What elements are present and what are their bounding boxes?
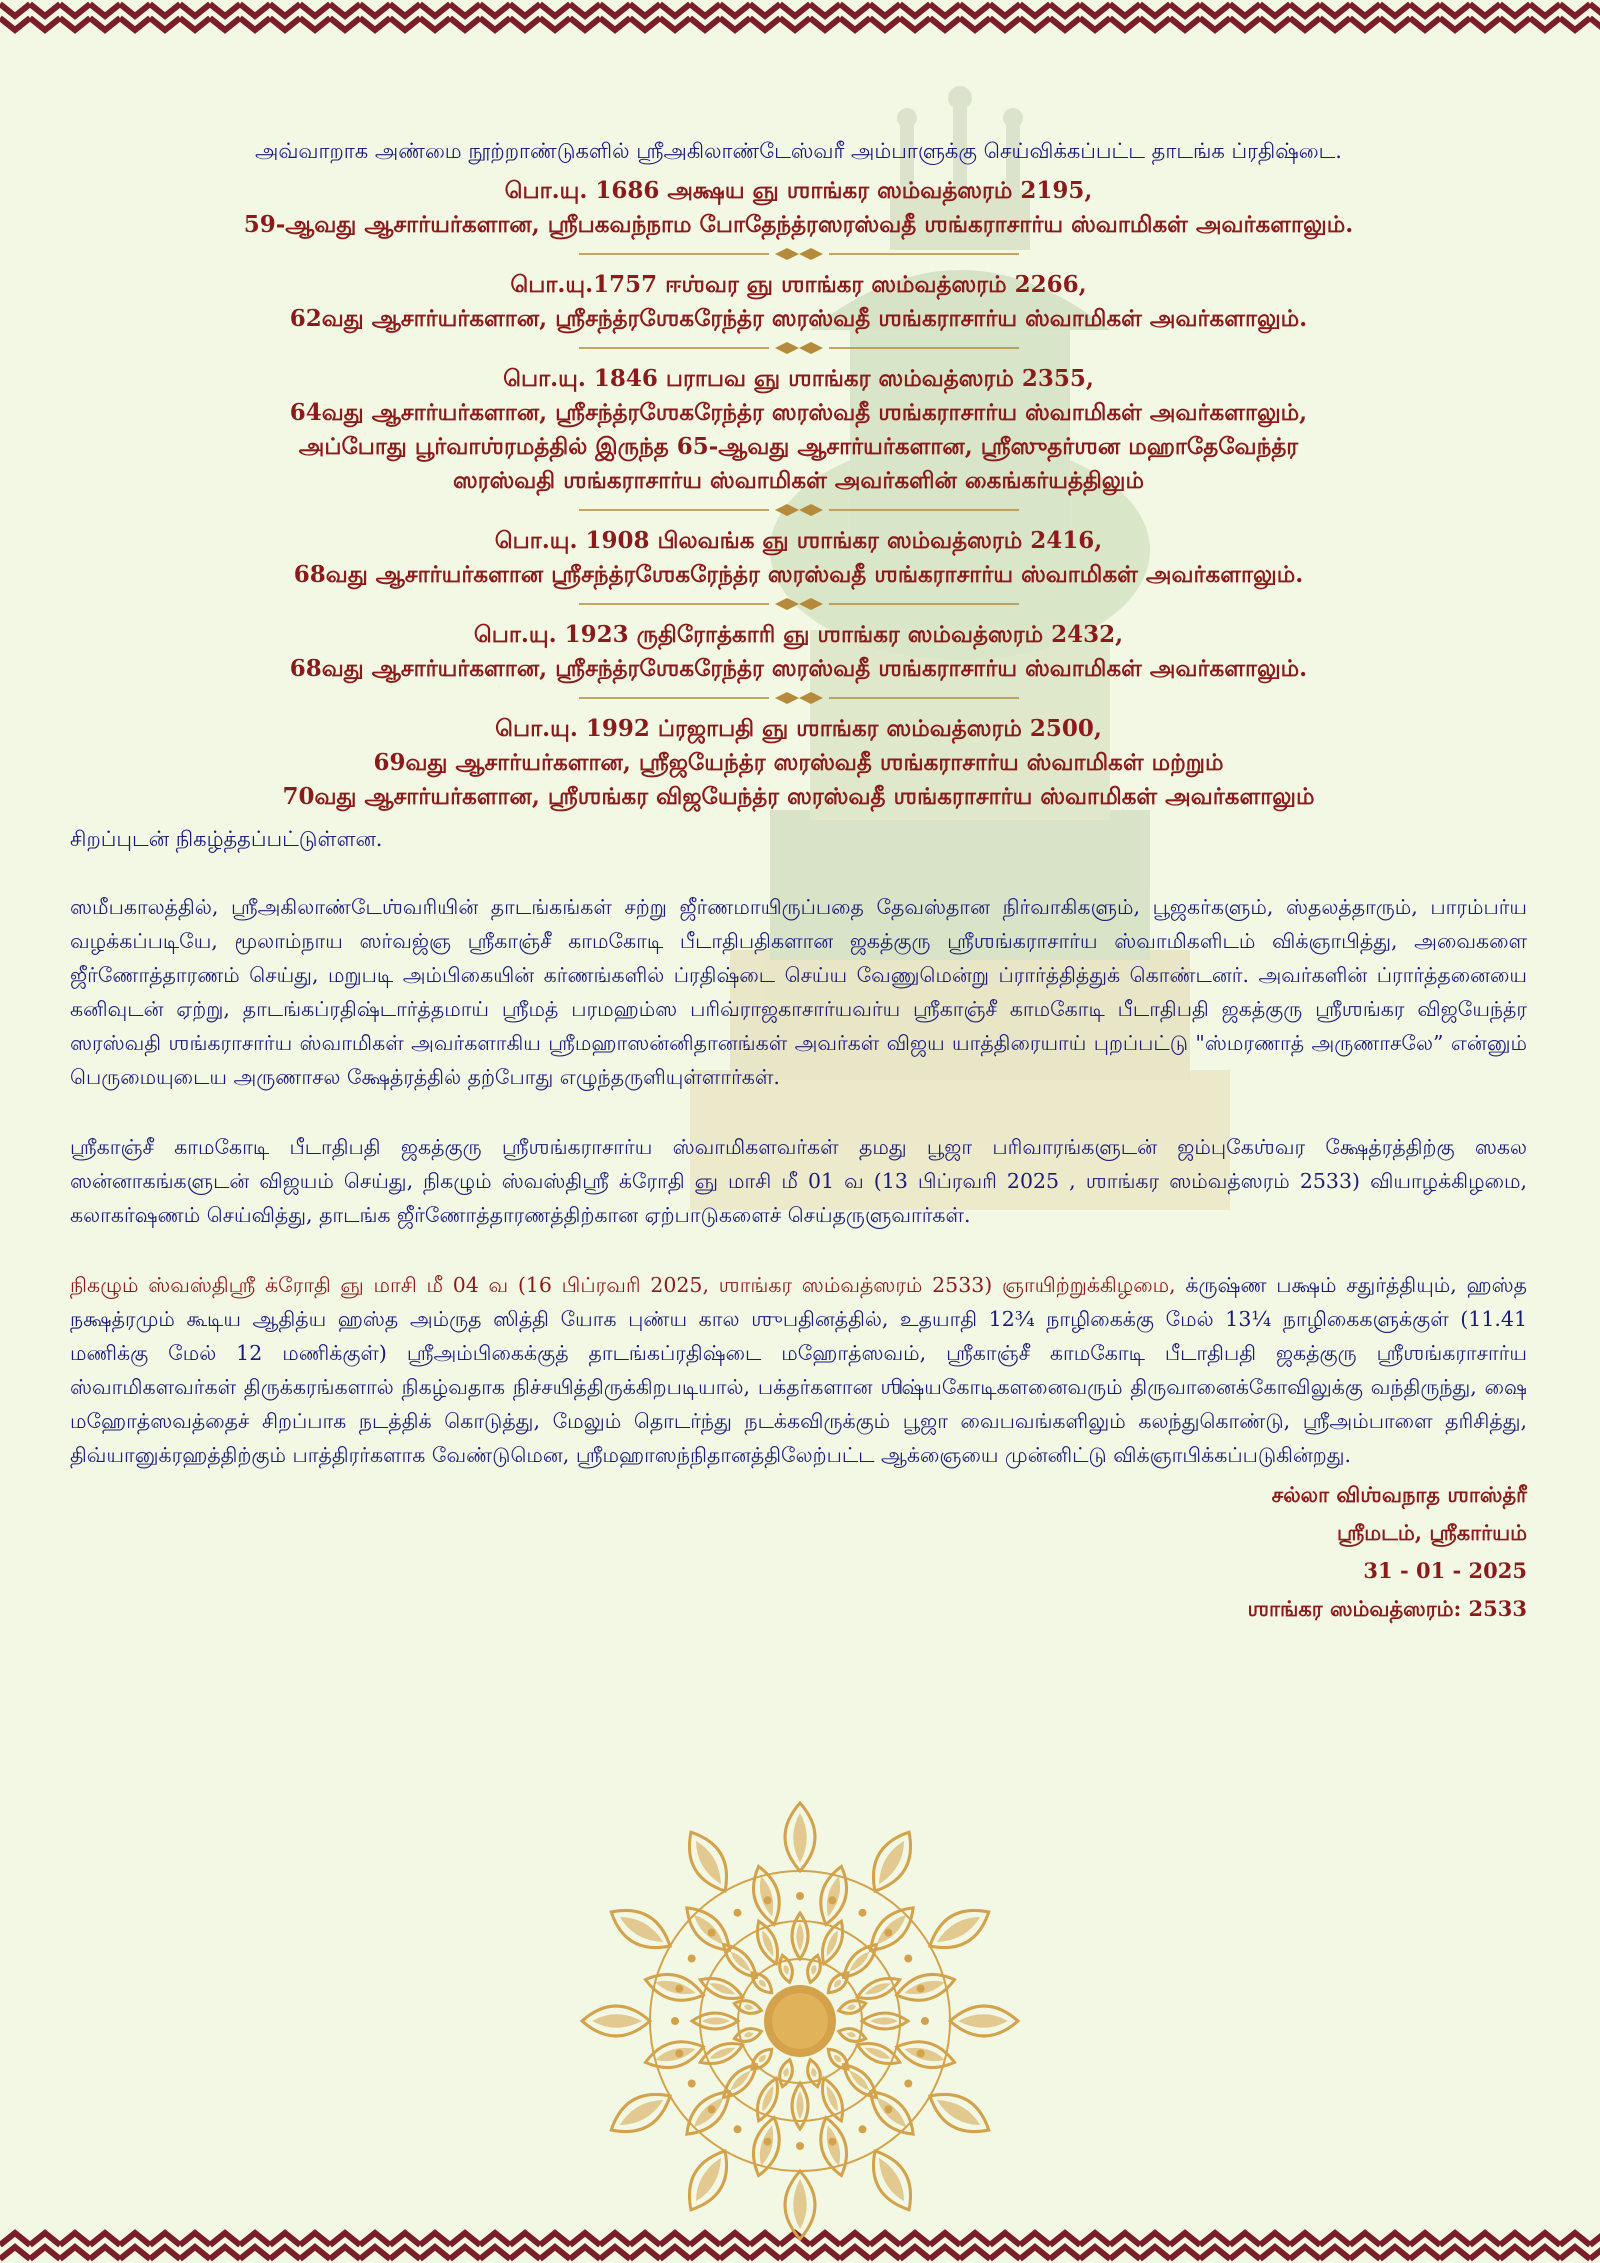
history-block-1686 <box>70 174 1527 242</box>
top-border-pattern <box>0 0 1600 34</box>
block-line: பொ.யு. 1923 ருதிரோத்காரி ஞு ஶாங்கர ஸம்வத்ஸரம் 2432, <box>473 621 1124 648</box>
ceremony-details: க்ருஷ்ண பக்ஷம் சதுர்த்தியும், ஹஸ்த நக்ஷத்ரமும் கூடிய ஆதித்ய ஹஸ்த அம்ருத ஸித்தி யோக புண்ய கால ஶுபதினத்தில், உதயாதி 12¾ நாழிகைக்கு மேல் 13¼ நாழிகைகளுக்குள் (11.41 மணிக்கு மேல் 12 மணிக்குள்) ஸ்ரீஅம்பிகைக்குத் தாடங்கப்ரதிஷ்டை மஹோத்ஸவம், ஸ்ரீகாஞ்சீ காமகோடி பீடாதிபதி ஜகத்குரு ஸ்ரீஶங்கராசார்ய ஸ்வாமிகளவர்கள் திருக்கரங்களால் நிகழ்வதாக நிச்சயித்திருக்கிறபடியால், பக்தர்களான ஶிஷ்யகோடிகளனைவரும் திருவானைக்கோவிலுக்கு வந்திருந்து, ஷை மஹோத்ஸவத்தைச் சிறப்பாக நடத்திக் கொடுத்து, மேலும் தொடர்ந்து நடக்கவிருக்கும் பூஜா வைபவங்களிலும் கலந்துகொண்டு, ஸ்ரீஅம்பாளை தரிசித்து, திவ்யானுக்ரஹத்திற்கும் பாத்திரர்களாக வேண்டுமென, ஸ்ரீமஹாஸந்நிதானத்திலேற்பட்ட ஆக்ஞையை முன்னிட்டு விக்ஞாபிக்கப்படுகின்றது. <box>70 1273 1527 1467</box>
block-line: பொ.யு. 1846 பராபவ ஞு ஶாங்கர ஸம்வத்ஸரம் 2355, <box>503 365 1094 392</box>
block-line: பொ.யு. 1992 ப்ரஜாபதி ஞு ஶாங்கர ஸம்வத்ஸரம் 2500, <box>495 715 1102 742</box>
document-body <box>70 136 1527 1628</box>
signature-date: 31 - 01 - 2025 <box>1363 1558 1527 1583</box>
signatory-office: ஸ்ரீமடம், ஸ்ரீகார்யம் <box>1336 1520 1527 1545</box>
block-line: 62வது ஆசார்யர்களான, ஸ்ரீசந்த்ரஶேகரேந்த்ர ஸரஸ்வதீ ஶங்கராசார்ய ஸ்வாமிகள் அவர்களாலும். <box>289 305 1308 332</box>
history-block-1923 <box>70 618 1527 686</box>
signatory-name: சல்லா விஶ்வநாத ஶாஸ்த்ரீ <box>1271 1482 1527 1507</box>
intro-line: அவ்வாறாக அண்மை நூற்றாண்டுகளில் ஸ்ரீஅகிலாண்டேஸ்வரீ அம்பாளுக்கு செய்விக்கப்பட்ட தாடங்க ப்ரதிஷ்டை. <box>255 139 1342 163</box>
history-block-1992 <box>70 712 1527 814</box>
block-line: பொ.யு.1757 ஈஶ்வர ஞு ஶாங்கர ஸம்வத்ஸரம் 2266, <box>510 271 1087 298</box>
history-block-1908 <box>70 524 1527 592</box>
paragraph-ceremony <box>70 1268 1527 1472</box>
block-line: 59-ஆவது ஆசார்யர்களான, ஸ்ரீபகவந்நாம போதேந்த்ரஸரஸ்வதீ ஶங்கராசார்ய ஸ்வாமிகள் அவர்களாலும். <box>243 211 1354 238</box>
block-line: 68வது ஆசார்யர்களான ஸ்ரீசந்த்ரஶேகரேந்த்ர ஸரஸ்வதீ ஶங்கராசார்ய ஸ்வாமிகள் அவர்களாலும். <box>293 561 1304 588</box>
history-block-1757 <box>70 268 1527 336</box>
block-line: 70வது ஆசார்யர்களான, ஸ்ரீஶங்கர விஜயேந்த்ர ஸரஸ்வதீ ஶங்கராசார்ய ஸ்வாமிகள் அவர்களாலும் <box>282 783 1315 810</box>
block-line: பொ.யு. 1908 பிலவங்க ஞு ஶாங்கர ஸம்வத்ஸரம் 2416, <box>494 527 1103 554</box>
closing-line: சிறப்புடன் நிகழ்த்தப்பட்டுள்ளன. <box>70 827 383 851</box>
mandala-icon <box>574 1795 1026 2247</box>
ornament-divider-icon <box>569 502 1029 518</box>
block-line: 68வது ஆசார்யர்களான, ஸ்ரீசந்த்ரஶேகரேந்த்ர ஸரஸ்வதீ ஶங்கராசார்ய ஸ்வாமிகள் அவர்களாலும். <box>289 655 1308 682</box>
block-line: அப்போது பூர்வாஶ்ரமத்தில் இருந்த 65-ஆவது ஆசார்யர்களான, ஸ்ரீஸுதர்ஶன மஹாதேவேந்த்ர <box>298 433 1299 460</box>
ornament-divider-icon <box>569 690 1029 706</box>
paragraph-recent: ஸமீபகாலத்தில், ஸ்ரீஅகிலாண்டேஶ்வரியின் தாடங்கங்கள் சற்று ஜீர்ணமாயிருப்பதை தேவஸ்தான நிர்வாகிகளும், பூஜகர்களும், ஸ்தலத்தாரும், பாரம்பர்ய வழக்கப்படியே, மூலாம்நாய ஸர்வஜ்ஞ ஸ்ரீகாஞ்சீ காமகோடி பீடாதிபதிகளான ஜகத்குரு ஸ்ரீஶங்கராசார்ய ஸ்வாமிகளிடம் விக்ஞாபித்து, அவைகளை ஜீர்ணோத்தாரணம் செய்து, மறுபடி அம்பிகையின் கர்ணங்களில் ப்ரதிஷ்டை செய்ய வேணுமென்று ப்ரார்த்தித்துக் கொண்டனர். அவர்களின் ப்ரார்த்தனையை கனிவுடன் ஏற்று, தாடங்கப்ரதிஷ்டார்த்தமாய் ஸ்ரீமத் பரமஹம்ஸ பரிவ்ராஜகாசார்யவர்ய ஸ்ரீகாஞ்சீ காமகோடி பீடாதிபதி ஜகத்குரு ஸ்ரீஶங்கர விஜயேந்த்ர ஸரஸ்வதி ஶங்கராசார்ய ஸ்வாமிகள் அவர்களாகிய ஸ்ரீமஹாஸன்னிதானங்கள் அவர்கள் விஜய யாத்திரையாய் புறப்பட்டு "ஸ்மரணாத் அருணாசலே” என்னும் பெருமையுடைய அருணாசல க்ஷேத்ரத்தில் தற்போது எழுந்தருளியுள்ளார்கள். <box>70 895 1527 1089</box>
block-line: 64வது ஆசார்யர்களான, ஸ்ரீசந்த்ரஶேகரேந்த்ர ஸரஸ்வதீ ஶங்கராசார்ய ஸ்வாமிகள் அவர்களாலும், <box>289 399 1308 426</box>
block-line: 69வது ஆசார்யர்களான, ஸ்ரீஜயேந்த்ர ஸரஸ்வதீ ஶங்கராசார்ய ஸ்வாமிகள் மற்றும் <box>373 749 1224 776</box>
ornament-divider-icon <box>569 246 1029 262</box>
block-line: பொ.யு. 1686 அக்ஷய ஞு ஶாங்கர ஸம்வத்ஸரம் 2195, <box>504 177 1093 204</box>
ceremony-date: நிகழும் ஸ்வஸ்திஸ்ரீ க்ரோதி ஞு மாசி மீ 04 வ (16 பிப்ரவரி 2025, ஶாங்கர ஸம்வத்ஸரம் 2533) ஞாயிற்றுக்கிழமை, <box>70 1273 1176 1297</box>
block-line: ஸரஸ்வதி ஶங்கராசார்ய ஸ்வாமிகள் அவர்களின் கைங்கர்யத்திலும் <box>452 467 1144 494</box>
ornament-divider-icon <box>569 596 1029 612</box>
signature-samvat: ஶாங்கர ஸம்வத்ஸரம்: 2533 <box>1247 1596 1527 1621</box>
ornament-divider-icon <box>569 340 1029 356</box>
signature-block <box>70 1476 1527 1628</box>
paragraph-arrival: ஸ்ரீகாஞ்சீ காமகோடி பீடாதிபதி ஜகத்குரு ஸ்ரீஶங்கராசார்ய ஸ்வாமிகளவர்கள் தமது பூஜா பரிவாரங்களுடன் ஜம்புகேஶ்வர க்ஷேத்ரத்திற்கு ஸகல ஸன்னாகங்களுடன் விஜயம் செய்து, நிகழும் ஸ்வஸ்திஸ்ரீ க்ரோதி ஞு மாசி மீ 01 வ (13 பிப்ரவரி 2025 , ஶாங்கர ஸம்வத்ஸரம் 2533) வியாழக்கிழமை, கலாகர்ஷணம் செய்வித்து, தாடங்க ஜீர்ணோத்தாரணத்திற்கான ஏற்பாடுகளைச் செய்தருளுவார்கள். <box>70 1135 1527 1227</box>
history-block-1846 <box>70 362 1527 498</box>
